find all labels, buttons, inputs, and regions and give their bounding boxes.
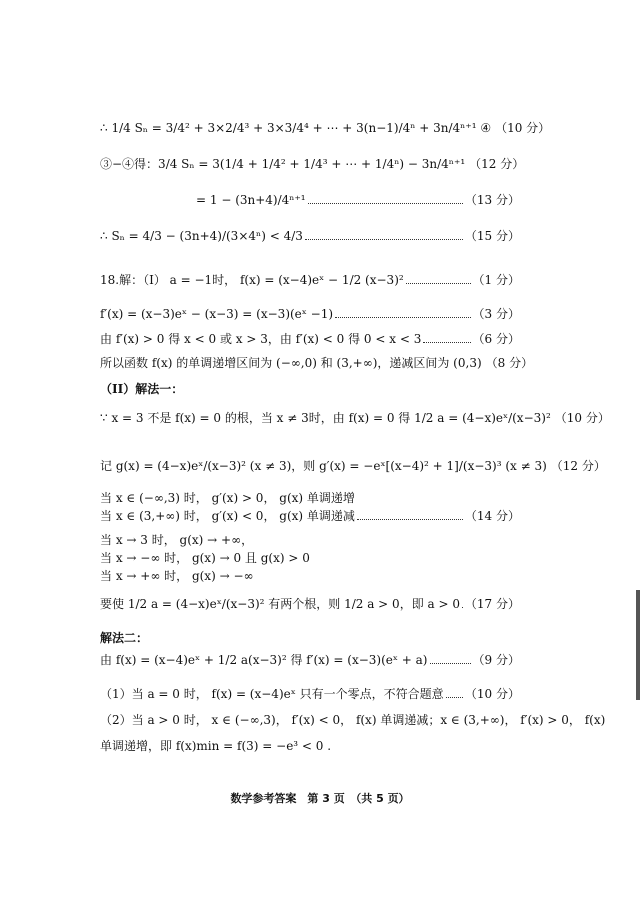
line-text: 由 f(x) = (x−4)eˣ + 1/2 a(x−3)² 得 f′(x) = (x−3)(eˣ + a) — [100, 653, 428, 667]
solution-line — [100, 458, 606, 474]
line-text: 记 g(x) = (4−x)eˣ/(x−3)² (x ≠ 3)，则 g′(x) = −eˣ[(x−4)² + 1]/(x−3)³ (x ≠ 3) — [100, 459, 547, 473]
line-text: （II）解法一： — [100, 382, 184, 396]
line-score: （1 分） — [472, 273, 520, 287]
solution-line — [100, 568, 520, 584]
line-text: 要使 1/2 a = (4−x)eˣ/(x−3)² 有两个根，则 1/2 a > 0，即 a > 0 — [100, 597, 460, 611]
line-text: （2）当 a > 0 时， x ∈ (−∞,3)， f′(x) < 0， f(x) 单调递减；x ∈ (3,+∞)， f′(x) > 0， f(x) — [100, 713, 606, 727]
line-text: 当 x ∈ (−∞,3) 时， g′(x) > 0， g(x) 单调递增 — [100, 491, 355, 505]
line-score: （10 分） — [554, 411, 610, 425]
solution-line — [100, 596, 520, 612]
solution-line — [100, 712, 606, 728]
solution-line — [100, 355, 534, 371]
line-score: （9 分） — [472, 653, 520, 667]
line-text: 所以函数 f(x) 的单调递增区间为 (−∞,0) 和 (3,+∞)，递减区间为 (0,3) — [100, 356, 482, 370]
solution-line — [100, 410, 610, 426]
line-score: （6 分） — [472, 332, 520, 346]
solution-line — [100, 652, 520, 668]
line-text: ∵ x = 3 不是 f(x) = 0 的根，当 x ≠ 3时，由 f(x) = 0 得 1/2 a = (4−x)eˣ/(x−3)² — [100, 411, 551, 425]
solution-line — [100, 272, 520, 288]
line-text: f′(x) = (x−3)eˣ − (x−3) = (x−3)(eˣ −1) — [100, 307, 334, 321]
line-text: （1）当 a = 0 时， f(x) = (x−4)eˣ 只有一个零点，不符合题意 — [100, 687, 444, 701]
line-text: = 1 − (3n+4)/4ⁿ⁺¹ — [196, 193, 306, 207]
solution-line — [100, 228, 520, 244]
line-score: （17 分） — [464, 597, 520, 611]
line-text: 单调递增，即 f(x)min = f(3) = −e³ < 0 . — [100, 739, 332, 753]
line-score: （8 分） — [485, 356, 534, 370]
line-text: ③−④得：3/4 Sₙ = 3(1/4 + 1/4² + 1/4³ + ⋯ + 1/4ⁿ) − 3n/4ⁿ⁺¹ — [100, 157, 466, 171]
solution-line — [100, 306, 520, 322]
line-text: 当 x → 3 时， g(x) → +∞， — [100, 533, 254, 547]
line-score: （10 分） — [495, 121, 551, 135]
solution-line — [196, 192, 520, 208]
page-edge-shadow — [636, 590, 640, 700]
line-text: 当 x → −∞ 时， g(x) → 0 且 g(x) > 0 — [100, 551, 310, 565]
solution-line — [100, 738, 520, 754]
page-footer: 数学参考答案 第 3 页 （共 5 页） — [230, 792, 410, 805]
solution-line — [100, 490, 520, 506]
solution-line — [100, 156, 525, 172]
solution-line — [100, 120, 551, 136]
solution-line — [100, 532, 520, 548]
solution-line — [100, 686, 520, 702]
line-score: （12 分） — [469, 157, 525, 171]
line-text: 当 x ∈ (3,+∞) 时， g′(x) < 0， g(x) 单调递减 — [100, 509, 355, 523]
line-text: ∴ 1/4 Sₙ = 3/4² + 3×2/4³ + 3×3/4⁴ + ⋯ + 3(n−1)/4ⁿ + 3n/4ⁿ⁺¹ ④ — [100, 121, 492, 135]
line-score: （15 分） — [464, 229, 520, 243]
line-score: （12 分） — [550, 459, 606, 473]
line-text: 由 f′(x) > 0 得 x < 0 或 x > 3，由 f′(x) < 0 得 0 < x < 3 — [100, 332, 422, 346]
line-text: 当 x → +∞ 时， g(x) → −∞ — [100, 569, 254, 583]
line-text: 18.解：（I） a = −1时， f(x) = (x−4)eˣ − 1/2 (x−3)² — [100, 273, 404, 287]
method-heading — [100, 630, 520, 646]
line-score: （13 分） — [464, 193, 520, 207]
line-score: （3 分） — [472, 307, 520, 321]
line-score: （14 分） — [464, 509, 520, 523]
line-text: 解法二： — [100, 631, 149, 645]
method-heading — [100, 381, 520, 397]
line-score: （10 分） — [464, 687, 520, 701]
line-text: ∴ Sₙ = 4/3 − (3n+4)/(3×4ⁿ) < 4/3 — [100, 229, 303, 243]
solution-line — [100, 331, 520, 347]
solution-line — [100, 550, 520, 566]
solution-line — [100, 508, 520, 524]
